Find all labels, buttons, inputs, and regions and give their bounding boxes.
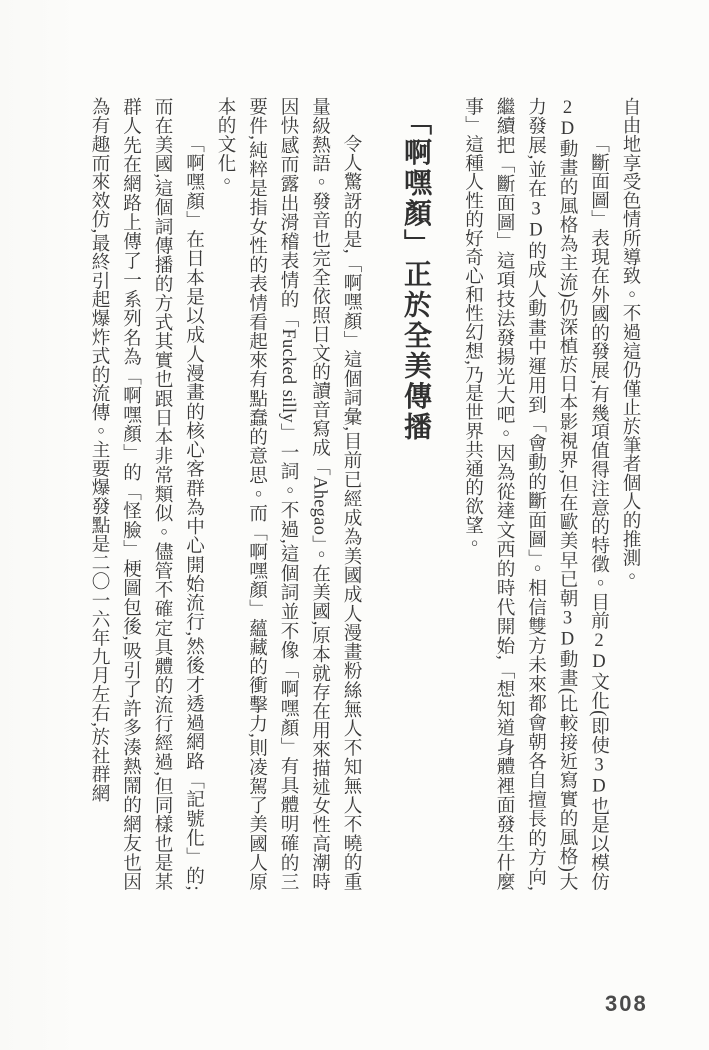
text-segment: 動畫(比較接近寫實的風格)大力發展,並在 <box>525 97 578 891</box>
text-segment: 「啊嘿顏」在日本是以成人漫畫的核心客群為中心開始流行,然後才透過網路「記號化」的;而在美國,這個詞傳播的方式其實也跟日本非常類似。儘管不確定具體的流行經過,但同樣也是某群人先在網路上傳了一系列名為「啊嘿顏」的「怪臉」梗圖包後,吸引了許多湊熱鬧的網友也因為有趣而來效仿,最終引起爆炸式的流傳。主要爆發點是二〇一六年九月左右,於社群網 <box>89 97 205 891</box>
text-segment: 的成人動畫中運用到「會動的斷面圖」。相信雙方未來都會朝各自擅長的方向,繼續把「斷面圖」這項技法發揚光大吧。因為從達文西的時代開始,「想知道身體裡面發生什麼事」這種人性的好奇心和性幻想,乃是世界共通的欲望。 <box>462 97 547 891</box>
paragraph-continued-from-previous-page <box>615 97 647 891</box>
latin-upright-segment: 2D <box>557 97 578 139</box>
paragraph-ahegao-spread <box>84 97 210 891</box>
text-segment: 自由地享受色情所導致。不過這仍僅止於筆者個人的推測。 <box>620 97 641 586</box>
latin-upright-segment: 3D <box>525 198 547 241</box>
article-body <box>82 97 646 891</box>
latin-upright-segment: 2D <box>588 630 610 673</box>
text-segment: 令人驚訝的是,「啊嘿顏」這個詞彙,目前已經成為美國成人漫畫粉絲無人不知無人不曉的重量級熱語。發音也完全依照日文的讀音寫成「Ahegao」。在美國,原本就存在用來描述女性高潮時因快感而露出滑稽表情的「Fucked silly」一詞。不過,這個詞並不像「啊嘿顏」有具體明確的三要件,純粹是指女性的表情看起來有點蠢的意思。而「啊嘿顏」蘊藏的衝擊力,則凌駕了美國人原本的文化。 <box>215 97 362 891</box>
latin-upright-segment: 3D <box>557 607 578 650</box>
latin-upright-segment: 3D <box>588 754 610 797</box>
text-segment: 動畫的風格為主流)仍深植於日本影視界,但在歐美早已朝 <box>557 139 578 608</box>
text-segment: 也是以模仿 <box>588 796 610 891</box>
paragraph-cross-section-features <box>457 97 615 891</box>
text-segment: 文化(即使 <box>588 672 610 755</box>
paragraph-ahegao-in-usa <box>210 97 368 891</box>
page-number: 308 <box>605 991 648 1016</box>
section-title: 「啊嘿顏」正於全美傳播 <box>400 107 431 443</box>
text-segment: 「斷面圖」表現在外國的發展,有幾項值得注意的特徵。目前 <box>588 134 610 631</box>
